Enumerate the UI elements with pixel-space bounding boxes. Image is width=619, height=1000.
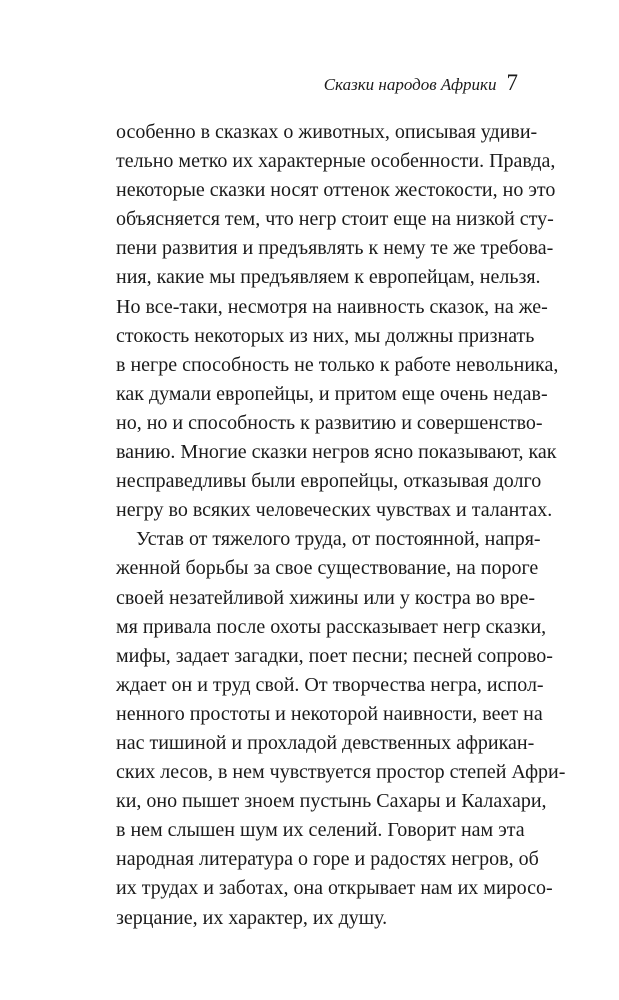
text-line: объясняется тем, что негр стоит еще на низкой сту-	[116, 208, 554, 231]
text-line: ских лесов, в нем чувствуется простор степей Афри-	[116, 761, 566, 784]
running-head	[324, 70, 518, 96]
text-line: ванию. Многие сказки негров ясно показывают, как	[116, 441, 557, 464]
text-line: несправедливы были европейцы, отказывая долго	[116, 470, 542, 493]
running-title: Сказки народов Африки	[323, 75, 497, 94]
text-line: мифы, задает загадки, поет песни; песней сопрово-	[116, 644, 553, 667]
text-line: некоторые сказки носят оттенок жестокости, но это	[116, 179, 556, 202]
text-line: их трудах и заботах, она открывает нам их миросо-	[116, 877, 553, 900]
text-line: Устав от тяжелого труда, от постоянной, напря-	[136, 528, 541, 551]
text-line: тельно метко их характерные особенности. Правда,	[116, 150, 556, 173]
text-line: Но все-таки, несмотря на наивность сказок, на же-	[116, 295, 548, 318]
text-line: мя привала после охоты рассказывает негр сказки,	[116, 615, 547, 638]
text-line: народная литература о горе и радостях негров, об	[116, 848, 539, 871]
text-line: особенно в сказках о животных, описывая удиви-	[116, 121, 538, 143]
text-line: ненного простоты и некоторой наивности, веет на	[116, 702, 543, 725]
text-line: ки, оно пышет зноем пустынь Сахары и Калахари,	[116, 790, 547, 813]
body-text	[116, 118, 566, 933]
text-line: как думали европейцы, и притом еще очень недав-	[116, 382, 548, 405]
text-line: ждает он и труд свой. От творчества негра, испол-	[116, 673, 544, 696]
text-line: своей незатейливой хижины или у костра во вре-	[116, 586, 536, 609]
text-line: в негре способность не только к работе невольника,	[116, 353, 559, 376]
paragraph-1	[116, 118, 559, 525]
page-number: 7	[506, 70, 518, 95]
text-line: в нем слышен шум их селений. Говорит нам эта	[116, 819, 525, 842]
text-line: но, но и способность к развитию и совершенство-	[116, 411, 543, 434]
text-line: женной борьбы за свое существование, на пороге	[116, 557, 539, 580]
paragraph-2	[116, 525, 566, 932]
text-line: ния, какие мы предъявляем к европейцам, нельзя.	[116, 266, 541, 289]
text-line: негру во всяких человеческих чувствах и талантах.	[116, 499, 553, 522]
text-line: стокость некоторых из них, мы должны признать	[116, 324, 535, 347]
text-line: зерцание, их характер, их душу.	[116, 906, 388, 929]
text-line: нас тишиной и прохладой девственных африкан-	[116, 731, 535, 754]
text-line: пени развития и предъявлять к нему те же требова-	[116, 237, 554, 260]
